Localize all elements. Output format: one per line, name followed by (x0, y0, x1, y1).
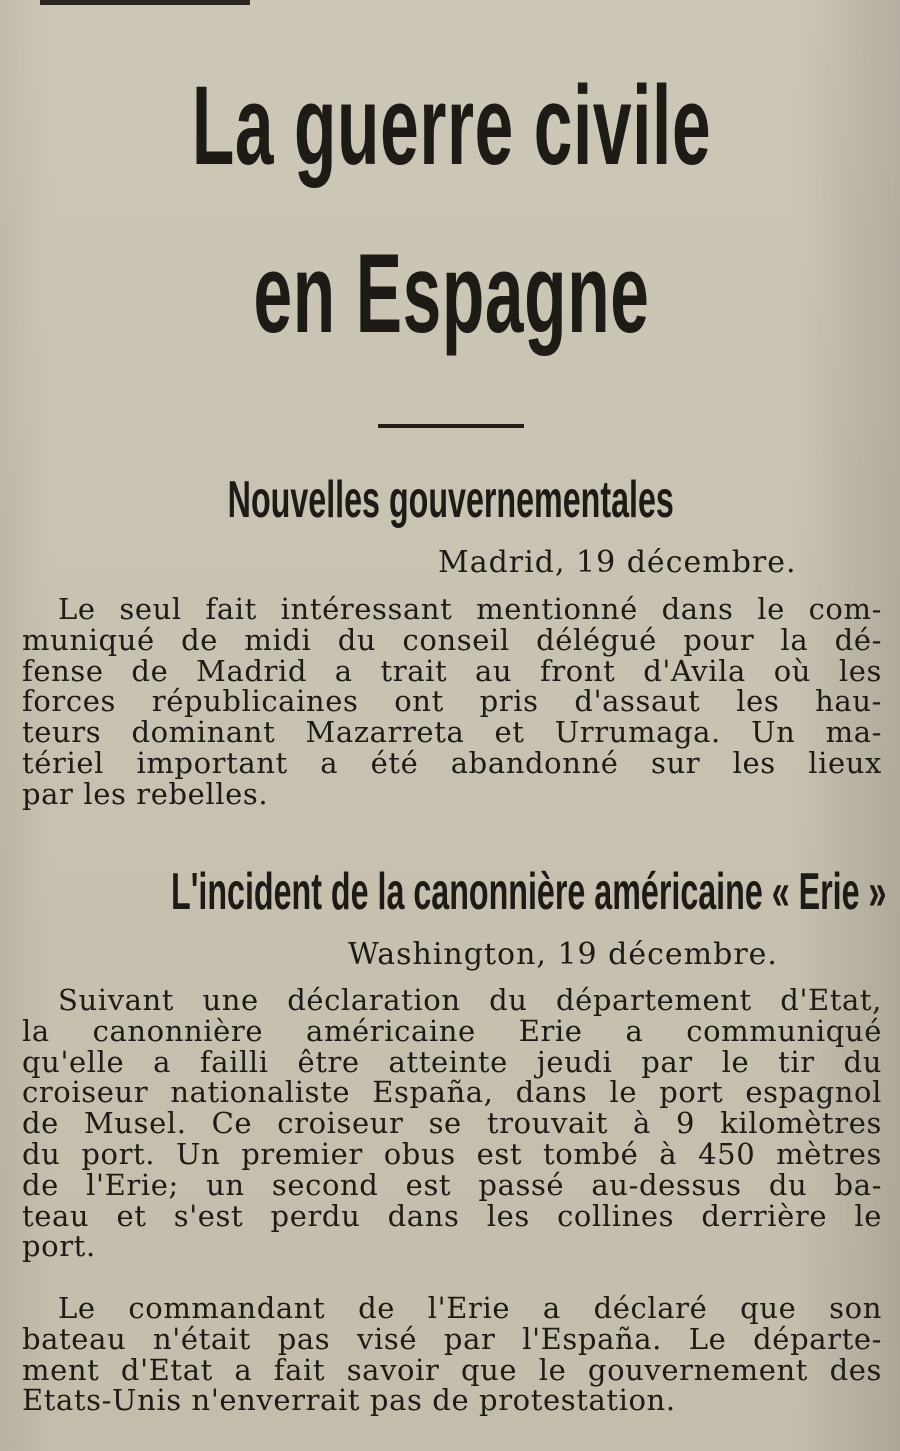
text-line: du port. Un premier obus est tombé à 450 mètres (22, 1136, 882, 1171)
text-line: teau et s'est perdu dans les collines derrière le (22, 1198, 882, 1233)
section-1-paragraph (22, 594, 882, 810)
text-line: Etats-Unis n'enverrait pas de protestation. (22, 1383, 676, 1418)
text-line: teurs dominant Mazarreta et Urrumaga. Un ma- (22, 715, 882, 750)
text-line: Suivant une déclaration du département d'Etat, (58, 983, 882, 1017)
text-line: de Musel. Ce croiseur se trouvait à 9 kilomètres (22, 1106, 882, 1141)
top-border-rule (40, 0, 250, 5)
text-line: croiseur nationaliste España, dans le port espagnol (22, 1075, 882, 1110)
headline-line-2: en Espagne (253, 231, 650, 356)
section-2-paragraph-1 (22, 985, 882, 1262)
separator-rule (378, 424, 524, 428)
text-line: la canonnière américaine Erie a communiqué (22, 1013, 882, 1048)
text-line: tériel important a été abandonné sur les lieux (22, 745, 882, 780)
text-line: de l'Erie; un second est passé au-dessus du ba- (22, 1167, 882, 1202)
section-1-dateline: Madrid, 19 décembre. (438, 545, 797, 580)
text-line: par les rebelles. (22, 776, 269, 811)
text-line: Le commandant de l'Erie a déclaré que son (58, 1291, 882, 1325)
text-line: qu'elle a failli être atteinte jeudi par le tir du (22, 1044, 882, 1079)
text-line: muniqué de midi du conseil délégué pour la dé- (22, 622, 882, 657)
text-line: forces républicaines ont pris d'assaut les hau- (22, 684, 882, 719)
section-1-title: Nouvelles gouvernementales (227, 471, 674, 529)
section-2-paragraph-2 (22, 1293, 882, 1416)
headline-line-1: La guerre civile (191, 63, 712, 188)
text-line: bateau n'était pas visé par l'España. Le départe- (22, 1321, 882, 1356)
section-2-dateline: Washington, 19 décembre. (348, 937, 778, 972)
section-2-title: L'incident de la canonnière américaine « Erie » (171, 863, 887, 921)
text-line: port. (22, 1229, 96, 1264)
text-line: fense de Madrid a trait au front d'Avila où les (22, 653, 882, 688)
text-line: ment d'Etat a fait savoir que le gouvernement des (22, 1352, 882, 1387)
text-line: Le seul fait intéressant mentionné dans le com- (58, 592, 882, 626)
